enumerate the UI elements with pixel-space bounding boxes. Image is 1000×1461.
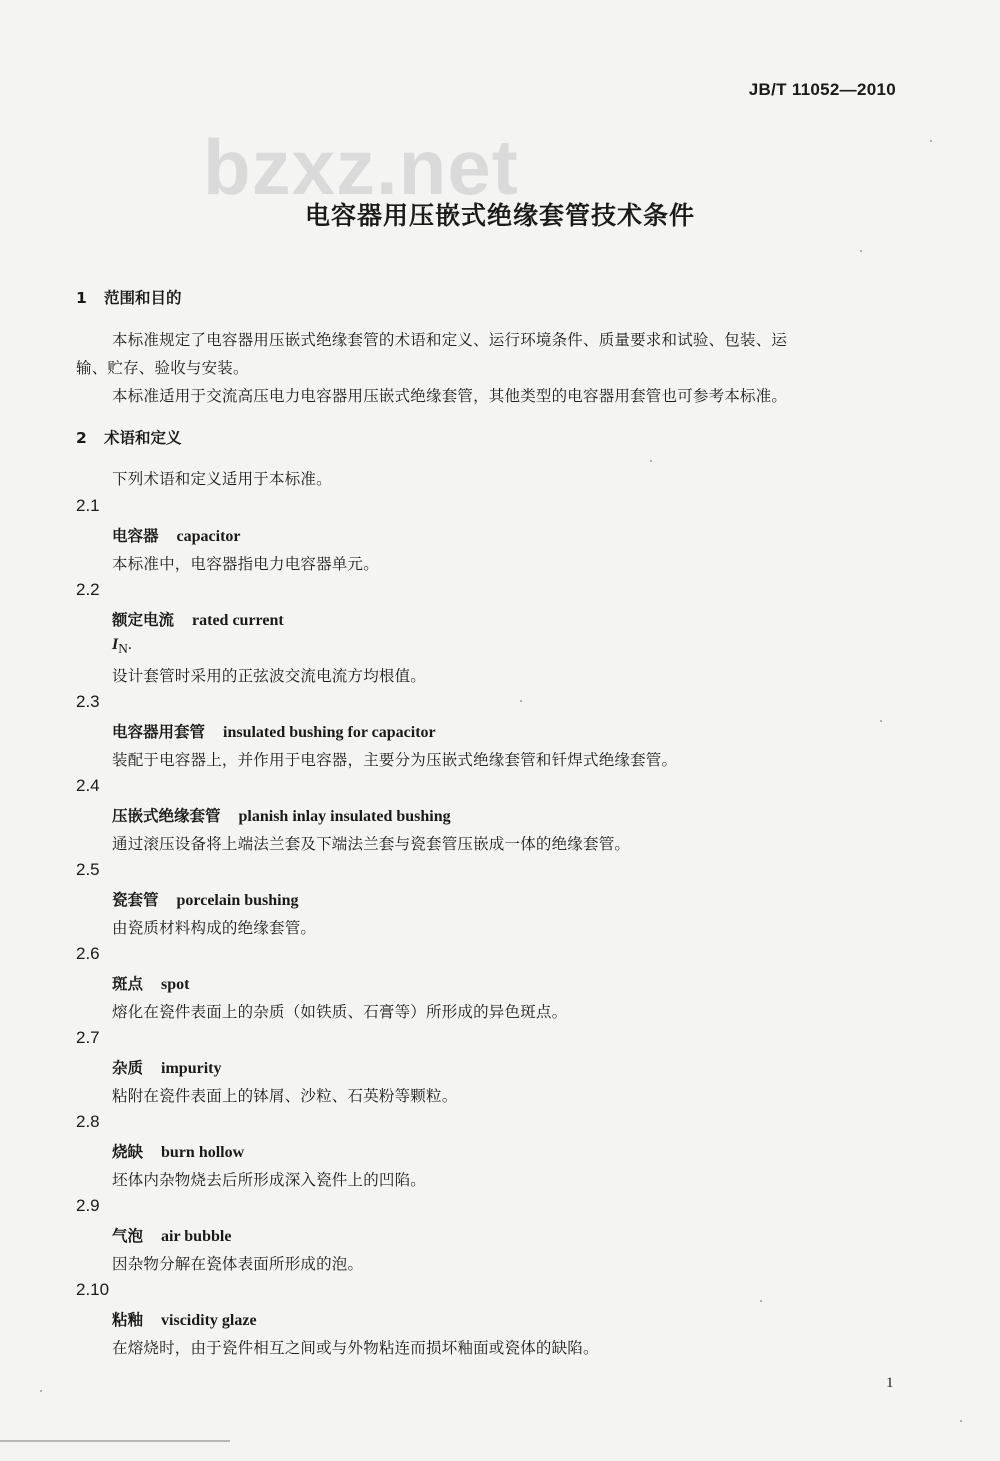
term-definition: 由瓷质材料构成的绝缘套管。 [112,919,317,937]
term-definition: 设计套管时采用的正弦波交流电流方均根值。 [112,667,427,685]
section-2-intro: 下列术语和定义适用于本标准。 [112,470,332,488]
clause-number: 2.2 [76,580,100,599]
section-title: 术语和定义 [104,429,182,447]
section-1-heading [76,286,182,308]
symbol-main: I [112,636,119,653]
document-title: 电容器用压嵌式绝缘套管技术条件 [304,201,695,230]
term-zh: 压嵌式绝缘套管 [112,807,221,825]
section-1-paragraph-1-cont: 输、贮存、验收与安装。 [76,359,249,377]
scan-speck [930,140,932,142]
term-definition: 通过滚压设备将上端法兰套及下端法兰套与瓷套管压嵌成一体的绝缘套管。 [112,835,631,853]
clause-number: 2.7 [76,1028,100,1047]
term-en: planish inlay insulated bushing [238,808,451,825]
term-heading [112,524,241,546]
scan-artifact-line [0,1440,230,1442]
term-heading [112,888,298,910]
term-heading [112,1140,244,1162]
clause-number: 2.6 [76,944,100,963]
term-zh: 瓷套管 [112,891,159,909]
term-en: capacitor [176,528,241,545]
clause-number: 2.9 [76,1196,100,1215]
term-en: rated current [192,612,284,629]
term-definition: 坯体内杂物烧去后所形成深入瓷件上的凹陷。 [112,1171,427,1189]
clause-number: 2.8 [76,1112,100,1131]
term-zh: 粘釉 [112,1311,144,1329]
section-2-heading [76,426,182,448]
term-heading [112,608,284,630]
symbol-subscript: N [118,641,128,657]
watermark: bzxz.net [203,123,519,211]
clause-number: 2.10 [76,1280,110,1299]
section-1-paragraph-1: 本标准规定了电容器用压嵌式绝缘套管的术语和定义、运行环境条件、质量要求和试验、包装、运 [112,331,788,349]
symbol-tail: . [127,636,132,653]
term-en: impurity [161,1060,222,1077]
section-number: 2 [76,429,87,447]
section-title: 范围和目的 [104,289,182,307]
scan-speck [880,720,882,722]
term-en: burn hollow [161,1144,245,1161]
clause-number: 2.4 [76,776,100,795]
term-heading [112,1056,221,1078]
scan-speck [40,1390,42,1392]
term-zh: 斑点 [112,975,144,993]
term-symbol [112,636,132,657]
term-en: porcelain bushing [176,892,299,909]
standard-code: JB/T 11052—2010 [748,80,896,99]
term-zh: 额定电流 [112,611,175,629]
scan-speck [760,1300,762,1302]
term-zh: 杂质 [112,1059,144,1077]
clause-number: 2.3 [76,692,100,711]
term-heading [112,972,189,994]
term-zh: 烧缺 [112,1143,144,1161]
term-en: air bubble [161,1228,232,1245]
term-zh: 气泡 [112,1227,144,1245]
term-zh: 电容器用套管 [112,723,206,741]
scan-speck [860,250,862,252]
term-definition: 装配于电容器上，并作用于电容器，主要分为压嵌式绝缘套管和钎焊式绝缘套管。 [112,751,678,769]
scan-speck [650,460,652,462]
term-heading [112,1308,257,1330]
term-definition: 本标准中，电容器指电力电容器单元。 [112,555,379,573]
term-heading [112,720,436,742]
term-heading [112,804,451,826]
term-en: spot [161,976,190,993]
term-zh: 电容器 [112,527,159,545]
term-definition: 在熔烧时，由于瓷件相互之间或与外物粘连而损坏釉面或瓷体的缺陷。 [112,1339,599,1357]
clause-number: 2.1 [76,496,100,515]
scan-speck [520,700,522,702]
term-en: insulated bushing for capacitor [223,724,436,741]
term-definition: 粘附在瓷件表面上的钵屑、沙粒、石英粉等颗粒。 [112,1087,458,1105]
term-en: viscidity glaze [161,1312,257,1329]
section-number: 1 [76,289,87,307]
section-1-paragraph-2: 本标准适用于交流高压电力电容器用压嵌式绝缘套管，其他类型的电容器用套管也可参考本标准。 [112,387,788,405]
clause-number: 2.5 [76,860,100,879]
term-heading [112,1224,231,1246]
term-definition: 熔化在瓷件表面上的杂质（如铁质、石膏等）所形成的异色斑点。 [112,1003,568,1021]
scan-speck [960,1420,962,1422]
page-number: 1 [886,1375,894,1391]
term-definition: 因杂物分解在瓷体表面所形成的泡。 [112,1255,364,1273]
